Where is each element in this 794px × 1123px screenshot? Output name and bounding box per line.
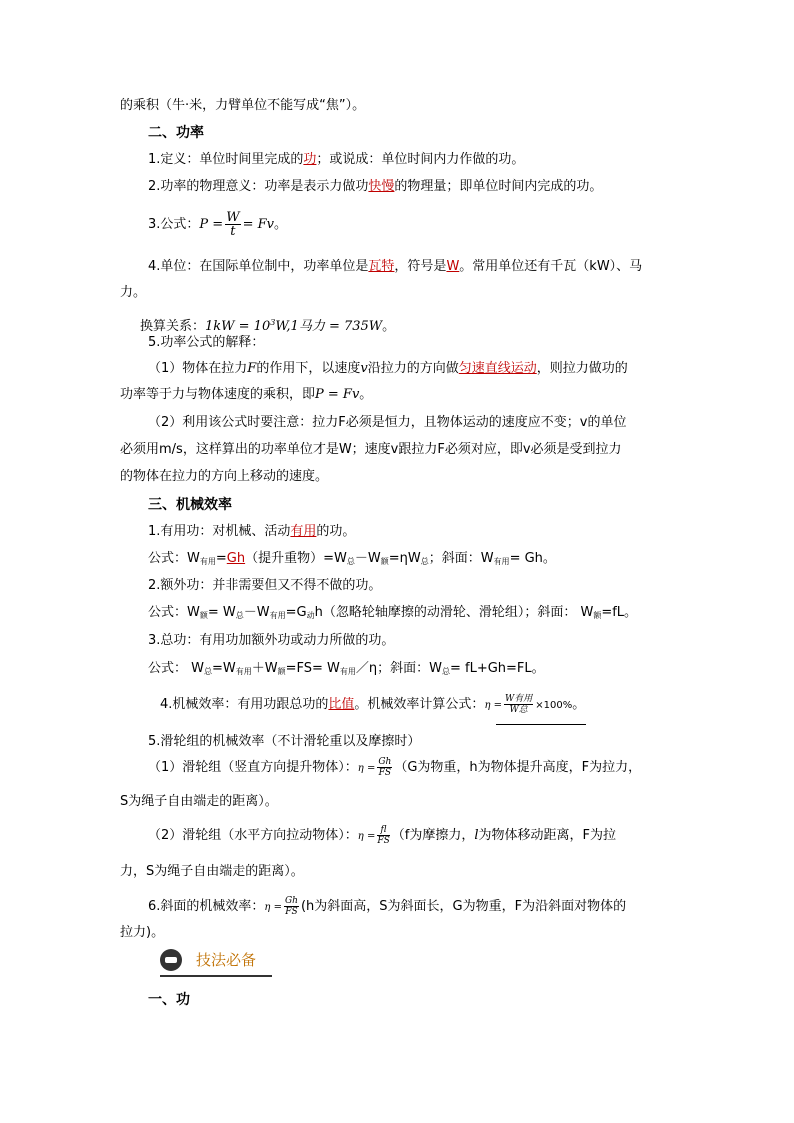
pulley-horizontal: （2）滑轮组（水平方向拉动物体）：η = $\frac{fl}{FS}$ （f为摩擦力，l为物体移动距离，F为拉 — [148, 825, 616, 846]
power-explain-1: （1）物体在拉力F的作用下，以速度v沿拉力的方向做匀速直线运动，则拉力做功的 — [148, 361, 628, 376]
total-work: 3.总功：有用功加额外功或动力所做的功。 — [148, 633, 395, 648]
pulley-vertical-cont: S为绳子自由端走的距离）。 — [120, 794, 278, 809]
pulley-title: 5.滑轮组的机械效率（不计滑轮重以及摩擦时） — [148, 734, 421, 749]
total-formula: 公式： $W_总=W_{有用}+W_额=FS=$ $W_{有用}/\eta$；斜面：$W_总= fL+Gh=FL$。 — [148, 661, 545, 676]
power-unit-cont: 力。 — [120, 285, 147, 300]
badge-label: 技法必备 — [196, 951, 257, 969]
extra-formula: 公式：$W_额= W_总-W_{有用}=G_动h$（忽略轮轴摩擦的动滑轮、滑轮组）；斜面： $W_额=fL$。 — [148, 605, 638, 620]
useful-work: 1.有用功：对机械、活动有用的功。 — [148, 524, 356, 539]
pulley-horizontal-cont: 力，S为绳子自由端走的距离）。 — [120, 864, 304, 879]
power-explain-1-cont: 功率等于力与物体速度的乘积，即P = Fv。 — [120, 387, 373, 402]
power-formula: 3.公式：P = $\frac{W}{t}$ = Fv。 — [148, 210, 287, 239]
power-explain-2: （2）利用该公式时要注意：拉力F必须是恒力，且物体运动的速度应不变；v的单位 — [148, 415, 627, 430]
power-convert: 换算关系：$1kW = 10^3W,1$马力 = 735W。 — [140, 318, 396, 334]
work-heading: 一、功 — [148, 992, 190, 1008]
badge-icon — [160, 949, 182, 971]
efficiency-underline — [496, 724, 586, 725]
efficiency-heading: 三、机械效率 — [148, 497, 232, 513]
pulley-vertical: （1）滑轮组（竖直方向提升物体）：η = $\frac{Gh}{FS}$ （G为物重，h为物体提升高度，F为拉力， — [148, 757, 642, 778]
efficiency-definition: 4.机械效率：有用功跟总功的比值。机械效率计算公式：η = $\frac{\text{W有用}}{\text{W总}}$ ×100%。 — [160, 694, 586, 715]
power-explain-2-cont1: 必须用m/s，这样算出的功率单位才是W；速度v跟拉力F必须对应，即v必须是受到拉力 — [120, 442, 622, 457]
useful-formula: 公式：$W_{有用}=Gh$（提升重物）$=W_总-W_额=\eta W_总$；斜面：$W_{有用}= Gh$。 — [148, 551, 556, 566]
badge-underline — [160, 975, 272, 977]
section-badge — [160, 945, 272, 975]
top-line: 的乘积（牛·米，力臂单位不能写成“焦”）。 — [120, 98, 366, 113]
power-explain-title: 5.功率公式的解释： — [148, 335, 265, 350]
incline-efficiency-cont: 拉力)。 — [120, 925, 165, 940]
power-explain-2-cont2: 的物体在拉力的方向上移动的速度。 — [120, 469, 329, 484]
power-heading: 二、功率 — [148, 125, 204, 141]
extra-work: 2.额外功：并非需要但又不得不做的功。 — [148, 578, 382, 593]
power-definition: 1.定义：单位时间里完成的功；或说成：单位时间内力作做的功。 — [148, 152, 525, 167]
power-unit: 4.单位：在国际单位制中，功率单位是瓦特，符号是W。常用单位还有千瓦（kW）、马 — [148, 259, 643, 274]
incline-efficiency: 6.斜面的机械效率：η = $\frac{Gh}{FS}$ (h为斜面高，S为斜面长，G为物重，F为沿斜面对物体的 — [148, 896, 627, 917]
power-meaning: 2.功率的物理意义：功率是表示力做功快慢的物理量；即单位时间内完成的功。 — [148, 179, 603, 194]
